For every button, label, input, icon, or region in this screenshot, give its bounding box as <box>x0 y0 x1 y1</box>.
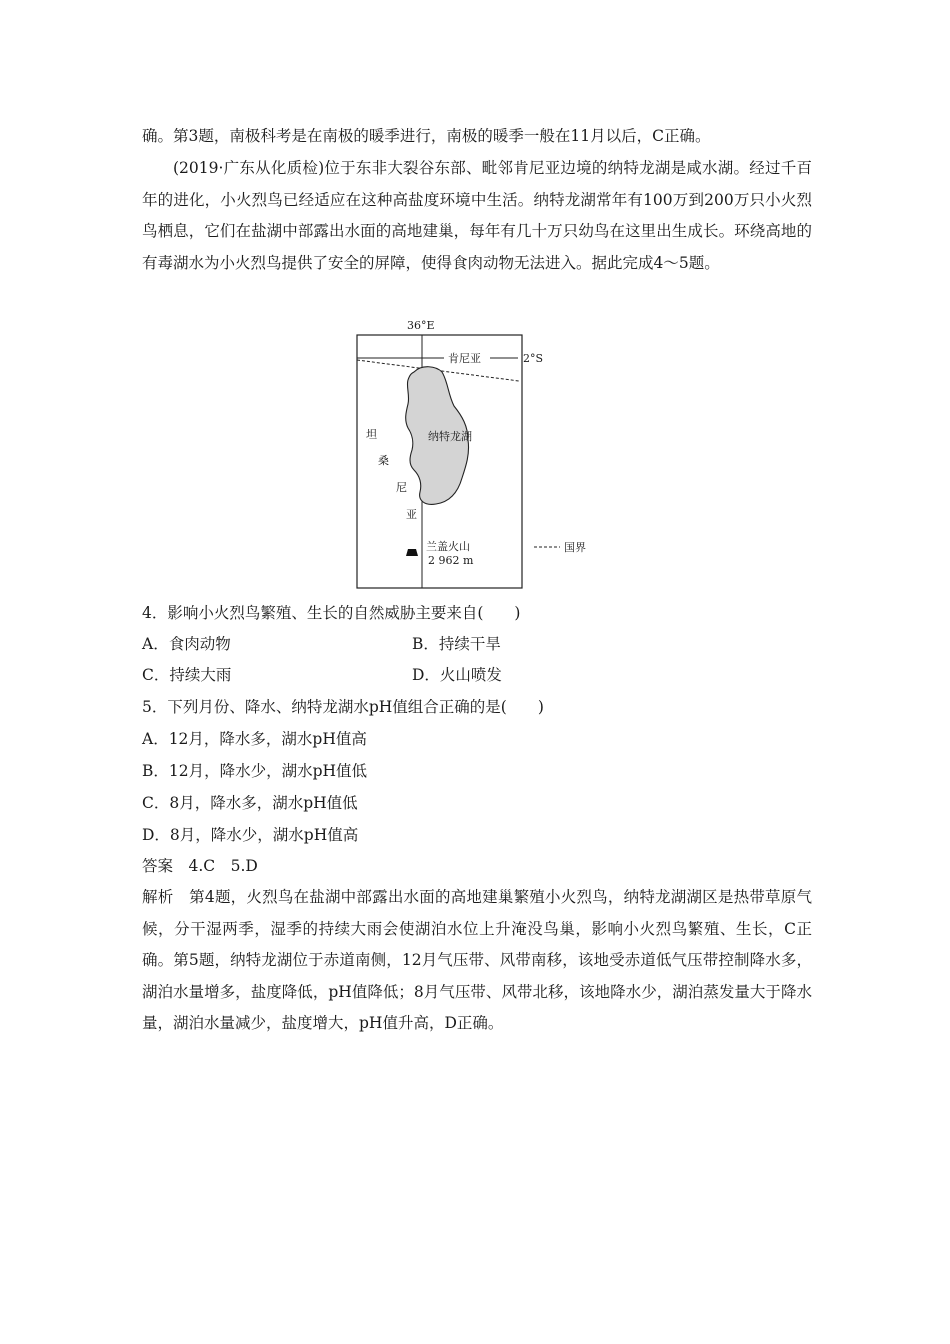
q5-option-d: D．8月，降水少，湖水pH值高 <box>142 826 359 844</box>
tanzania-char-1: 坦 <box>366 428 377 441</box>
longitude-label: 36°E <box>407 319 435 332</box>
q4-stem: 4．影响小火烈鸟繁殖、生长的自然威胁主要来自( ) <box>142 604 521 622</box>
tanzania-char-3: 尼 <box>396 481 407 494</box>
tanzania-char-4: 亚 <box>406 508 417 521</box>
tanzania-char-2: 桑 <box>378 454 389 467</box>
q4-option-b: B．持续干旱 <box>412 635 501 653</box>
volcano-name: 兰盖火山 <box>426 540 470 553</box>
q4-option-d: D．火山喷发 <box>412 666 502 684</box>
q5-stem: 5．下列月份、降水、纳特龙湖水pH值组合正确的是( ) <box>142 698 544 716</box>
q5-option-c: C．8月，降水多，湖水pH值低 <box>142 794 358 812</box>
volcano-elevation: 2 962 m <box>428 554 474 567</box>
natron-lake-map <box>352 316 602 591</box>
latitude-label: 2°S <box>523 352 544 365</box>
map-figure <box>352 316 602 591</box>
intro-line: 确。第3题，南极科考是在南极的暖季进行，南极的暖季一般在11月以后，C正确。 <box>142 127 711 145</box>
kenya-label: 肯尼亚 <box>448 352 481 365</box>
q5-option-b: B．12月，降水少，湖水pH值低 <box>142 762 368 780</box>
q4-option-c: C．持续大雨 <box>142 666 232 684</box>
volcano-icon <box>406 549 418 556</box>
passage: (2019·广东从化质检)位于东非大裂谷东部、毗邻肯尼亚边境的纳特龙湖是咸水湖。经过千百年的进化，小火烈鸟已经适应在这种高盐度环境中生活。纳特龙湖常年有100万到200万只小火烈鸟栖息，它们在盐湖中部露出水面的高地建巢，每年有几十万只幼鸟在这里出生成长。环绕高地的有毒湖水为小火烈鸟提供了安全的屏障，使得食肉动物无法进入。据此完成4～5题。 <box>142 159 812 272</box>
q5-option-a: A．12月，降水多，湖水pH值高 <box>142 730 367 748</box>
lake-label: 纳特龙湖 <box>428 430 472 443</box>
q4-option-a: A．食肉动物 <box>142 635 231 653</box>
analysis: 解析 第4题，火烈鸟在盐湖中部露出水面的高地建巢繁殖小火烈鸟，纳特龙湖湖区是热带草原气候，分干湿两季，湿季的持续大雨会使湖泊水位上升淹没鸟巢，影响小火烈鸟繁殖、生长，C正确。第5题，纳特龙湖位于赤道南侧，12月气压带、风带南移，该地受赤道低气压带控制降水多，湖泊水量增多，盐度降低，pH值降低；8月气压带、风带北移，该地降水少，湖泊蒸发量大于降水量，湖泊水量减少，盐度增大，pH值升高，D正确。 <box>142 888 812 1032</box>
legend-label: 国界 <box>564 541 586 554</box>
answer-line: 答案 4.C 5.D <box>142 857 258 875</box>
